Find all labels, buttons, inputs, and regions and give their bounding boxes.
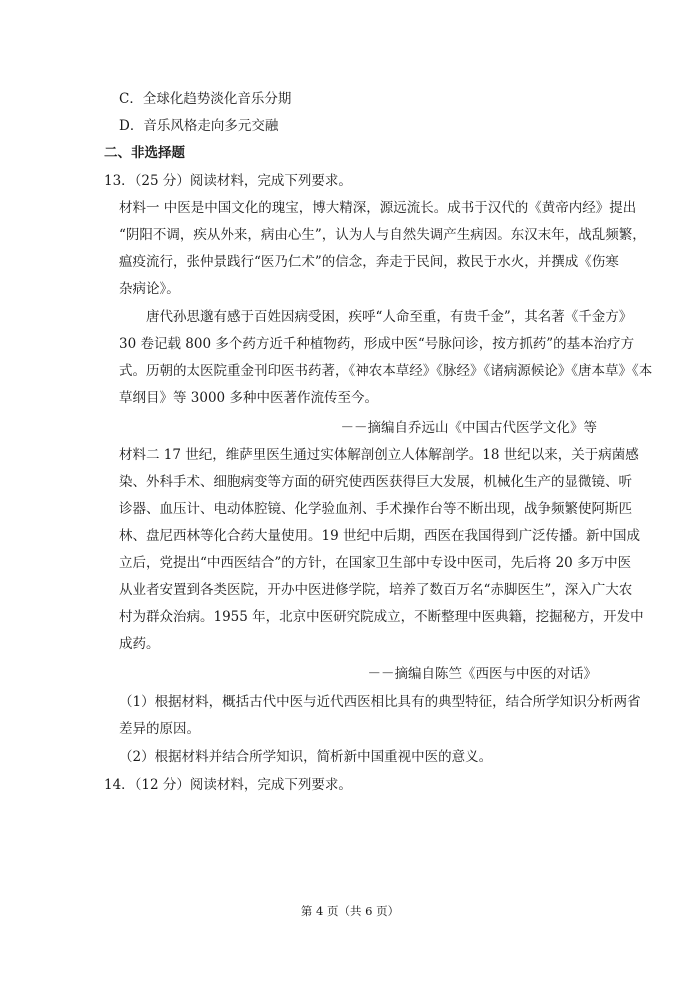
- option-d: D．音乐风格走向多元交融: [119, 118, 279, 134]
- material-2-line: 成药。: [119, 636, 160, 652]
- material-1-source: －－摘编自乔远山《中国古代医学文化》等: [340, 420, 597, 436]
- question-14-header: 14．（12 分）阅读材料，完成下列要求。: [104, 777, 352, 793]
- material-1-line: 杂病论》。: [119, 281, 180, 297]
- material-2-line: 村为群众治病。1955 年，北京中医研究院成立，不断整理中医典籍，挖掘秘方，开发中: [119, 609, 644, 625]
- question-13-header: 13．（25 分）阅读材料，完成下列要求。: [104, 173, 352, 189]
- sub-question-1-line: 差异的原因。: [119, 721, 200, 737]
- section-title: 二、非选择题: [104, 145, 185, 161]
- sub-question-1-line: （1）根据材料，概括古代中医与近代西医相比具有的典型特征，结合所学知识分析两省: [119, 694, 641, 710]
- sub-question-2: （2）根据材料并结合所学知识，简析新中国重视中医的意义。: [119, 749, 493, 765]
- material-1-line: 30 卷记载 800 多个药方近千种植物药，形成中医“号脉问诊，按方抓药”的基本治疗方: [119, 336, 635, 352]
- material-2-line: 染、外科手术、细胞病变等方面的研究使西医获得巨大发展，机械化生产的显微镜、听: [119, 474, 632, 490]
- material-2-line: 材料二 17 世纪，维萨里医生通过实体解剖创立人体解剖学。18 世纪以来，关于病菌感: [119, 447, 639, 463]
- material-2-line: 林、盘尼西林等化合药大量使用。19 世纪中后期，西医在我国得到广泛传播。新中国成: [119, 528, 640, 544]
- option-c: C．全球化趋势淡化音乐分期: [119, 91, 292, 107]
- material-1-line: 唐代孙思邈有感于百姓因病受困，疾呼“人命至重，有贵千金”，其名著《千金方》: [146, 309, 633, 325]
- material-2-source: －－摘编自陈竺《西医与中医的对话》: [367, 666, 597, 682]
- material-2-line: 诊器、血压计、电动体腔镜、化学验血剂、手术操作台等不断出现，战争频繁使阿斯匹: [119, 501, 632, 517]
- material-1-line: 式。历朝的太医院重金刊印医书药著，《神农本草经》《脉经》《诸病源候论》《唐本草》《本: [119, 363, 653, 379]
- material-2-line: 立后，党提出“中西医结合”的方针，在国家卫生部中专设中医司，先后将 20 多万中医: [119, 555, 632, 571]
- page-footer: 第 4 页（共 6 页）: [300, 904, 400, 918]
- material-1-line: “阴阳不调，疾从外来，病由心生”，认为人与自然失调产生病因。东汉末年，战乱频繁，: [119, 227, 646, 243]
- material-1-line: 材料一 中医是中国文化的瑰宝，博大精深，源远流长。成书于汉代的《黄帝内经》提出: [119, 200, 637, 216]
- material-1-line: 草纲目》等 3000 多种中医著作流传至今。: [119, 390, 378, 406]
- material-2-line: 从业者安置到各类医院，开办中医进修学院，培养了数百万名“赤脚医生”，深入广大农: [119, 582, 633, 598]
- material-1-line: 瘟疫流行，张仲景践行“医乃仁术”的信念，奔走于民间，救民于水火，并撰成《伤寒: [119, 254, 619, 270]
